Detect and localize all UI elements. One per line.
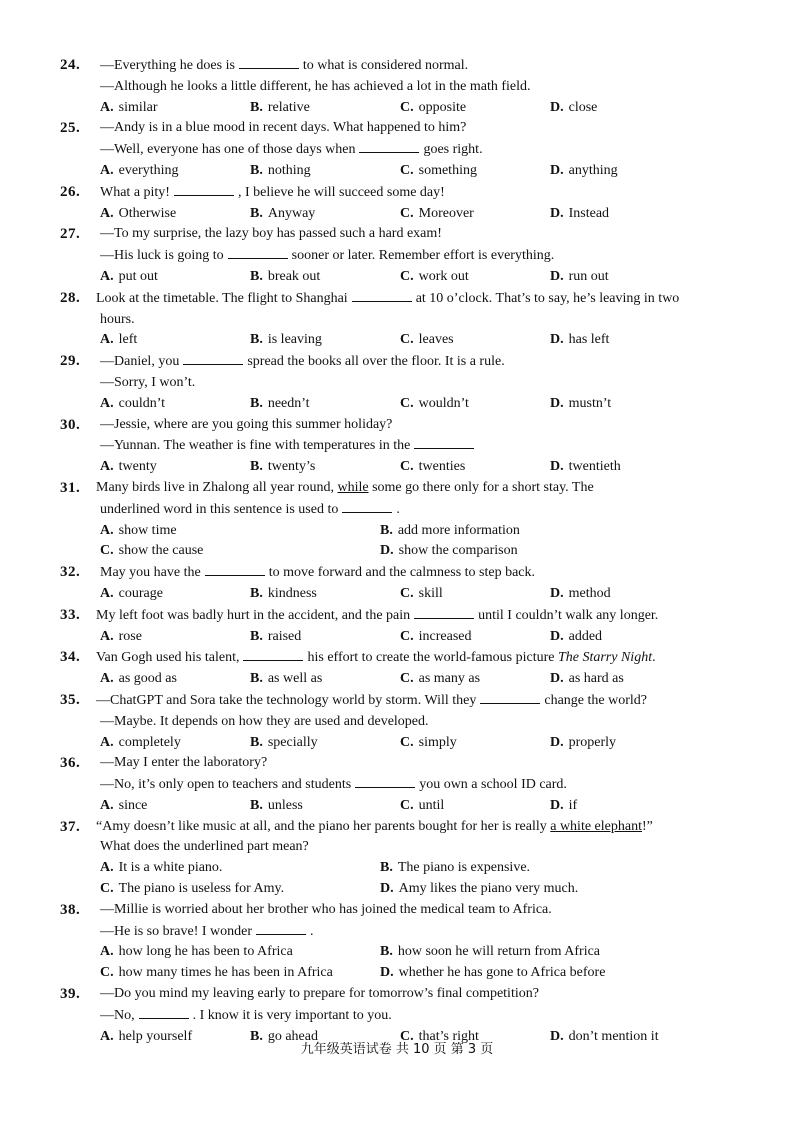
option-b: B. kindness	[250, 585, 317, 601]
question-24	[0, 55, 794, 118]
option-a: A. It is a white piano.	[100, 860, 223, 876]
question-line: May you have the to move forward and the calmness to step back.	[96, 562, 754, 584]
question-line: —ChatGPT and Sora take the technology world by storm. Will they change the world?	[96, 690, 754, 712]
option-d: D. properly	[550, 734, 617, 750]
answer-blank	[205, 562, 265, 576]
option-a: A. since	[100, 797, 148, 813]
answer-blank	[139, 1005, 189, 1019]
answer-blank	[228, 245, 288, 259]
option-c: C. The piano is useless for Amy.	[100, 881, 285, 897]
option-b: B. go ahead	[250, 1028, 318, 1044]
option-b: B. how soon he will return from Africa	[380, 944, 601, 960]
question-38	[0, 900, 794, 984]
option-d: D. don’t mention it	[550, 1028, 659, 1044]
question-line: —Daniel, you spread the books all over the floor. It is a rule.	[96, 351, 754, 373]
option-b: B. specially	[250, 734, 318, 750]
artwork-title: The Starry Night	[557, 650, 653, 666]
options-row	[96, 204, 754, 225]
question-34	[0, 647, 794, 690]
option-b: B. break out	[250, 268, 321, 284]
option-d: D. has left	[550, 332, 610, 348]
option-b: B. needn’t	[250, 395, 310, 411]
option-d: D. Amy likes the piano very much.	[380, 881, 579, 897]
question-39	[0, 984, 794, 1047]
option-a: A. courage	[100, 585, 163, 601]
question-number: 38.	[60, 901, 81, 918]
option-d: D. if	[550, 797, 578, 813]
option-c: C. skill	[400, 585, 443, 601]
question-number: 35.	[60, 691, 81, 708]
question-line: —He is so brave! I wonder .	[96, 921, 754, 943]
question-number: 31.	[60, 479, 81, 496]
option-b: B. is leaving	[250, 332, 322, 348]
option-d: D. method	[550, 585, 611, 601]
question-line: —Yunnan. The weather is fine with temperatures in the	[96, 435, 754, 457]
question-number: 36.	[60, 755, 81, 772]
option-d: D. mustn’t	[550, 395, 612, 411]
option-d: D. Instead	[550, 205, 610, 221]
question-number: 33.	[60, 606, 81, 623]
question-number: 27.	[60, 226, 81, 243]
underlined-phrase: a white elephant	[550, 818, 642, 834]
question-line: —Although he looks a little different, he has achieved a lot in the math field.	[100, 78, 531, 94]
question-26	[0, 182, 794, 225]
answer-blank	[414, 435, 474, 449]
options-row	[96, 521, 754, 542]
option-c: C. simply	[400, 734, 457, 750]
option-a: A. show time	[100, 522, 177, 538]
question-line: —Sorry, I won’t.	[100, 374, 196, 390]
option-a: A. similar	[100, 99, 158, 115]
question-line: —Maybe. It depends on how they are used and developed.	[100, 713, 429, 729]
option-d: D. added	[550, 628, 603, 644]
question-number: 25.	[60, 120, 81, 137]
option-c: C. wouldn’t	[400, 395, 469, 411]
question-line: Many birds live in Zhalong all year round, while some go there only for a short stay. The	[96, 479, 594, 495]
option-a: A. rose	[100, 628, 142, 644]
question-number: 24.	[60, 57, 81, 73]
question-line: —Andy is in a blue mood in recent days. What happened to him?	[100, 120, 467, 136]
question-25	[0, 118, 794, 181]
option-b: B. nothing	[250, 162, 311, 178]
answer-blank	[414, 605, 474, 619]
question-29	[0, 351, 794, 414]
options-row	[96, 541, 754, 562]
option-c: C. as many as	[400, 671, 481, 687]
option-a: A. Otherwise	[100, 205, 177, 221]
answer-blank	[174, 182, 234, 196]
answer-blank	[342, 499, 392, 513]
option-d: D. show the comparison	[380, 543, 518, 559]
option-b: B. twenty’s	[250, 459, 316, 475]
options-row	[96, 669, 754, 690]
question-number: 26.	[60, 183, 81, 200]
answer-blank	[355, 774, 415, 788]
question-number: 29.	[60, 353, 81, 370]
question-line: —May I enter the laboratory?	[100, 755, 268, 771]
option-a: A. completely	[100, 734, 181, 750]
option-d: D. run out	[550, 268, 609, 284]
question-line: —To my surprise, the lazy boy has passed such a hard exam!	[100, 226, 442, 242]
option-a: A. help yourself	[100, 1028, 193, 1044]
option-c: C. until	[400, 797, 445, 813]
question-number: 32.	[60, 564, 81, 581]
question-line: —His luck is going to sooner or later. Remember effort is everything.	[96, 245, 754, 267]
option-b: B. raised	[250, 628, 302, 644]
options-row	[96, 267, 754, 288]
option-a: A. left	[100, 332, 138, 348]
question-line: What a pity! , I believe he will succeed some day!	[96, 182, 754, 204]
question-line: —Jessie, where are you going this summer holiday?	[100, 416, 393, 432]
question-32	[0, 562, 794, 605]
question-line: What does the underlined part mean?	[100, 839, 309, 855]
question-28	[0, 288, 794, 351]
question-number: 34.	[60, 649, 81, 666]
answer-blank	[256, 921, 306, 935]
option-c: C. increased	[400, 628, 472, 644]
options-row	[96, 963, 754, 984]
options-row	[96, 457, 754, 478]
underlined-word: while	[337, 479, 369, 495]
question-27	[0, 224, 794, 287]
options-row	[96, 942, 754, 963]
option-c: C. that’s right	[400, 1028, 479, 1044]
question-line: —Everything he does is to what is considered normal.	[96, 55, 754, 77]
option-c: C. Moreover	[400, 205, 474, 221]
option-c: C. opposite	[400, 99, 467, 115]
question-line: —No, it’s only open to teachers and students you own a school ID card.	[96, 774, 754, 796]
answer-blank	[359, 139, 419, 153]
options-row	[96, 733, 754, 754]
option-c: C. how many times he has been in Africa	[100, 965, 333, 981]
question-line: —No, . I know it is very important to you.	[96, 1005, 754, 1027]
option-b: B. as well as	[250, 671, 323, 687]
question-line: —Millie is worried about her brother who has joined the medical team to Africa.	[100, 901, 552, 917]
question-37	[0, 817, 794, 900]
options-row	[96, 161, 754, 182]
option-d: D. twentieth	[550, 459, 621, 475]
question-line: Look at the timetable. The flight to Shanghai at 10 o’clock. That’s to say, he’s leaving in two	[96, 288, 754, 310]
option-c: C. work out	[400, 268, 469, 284]
option-b: B. relative	[250, 99, 310, 115]
answer-blank	[183, 351, 243, 365]
options-row	[96, 627, 754, 648]
question-number: 30.	[60, 416, 81, 433]
question-31	[0, 478, 794, 562]
question-line: underlined word in this sentence is used to .	[96, 499, 754, 521]
question-line: hours.	[100, 311, 135, 327]
question-33	[0, 605, 794, 648]
option-d: D. anything	[550, 162, 618, 178]
question-number: 37.	[60, 818, 81, 835]
options-row	[96, 330, 754, 351]
answer-blank	[480, 690, 540, 704]
option-a: A. everything	[100, 162, 179, 178]
option-c: C. twenties	[400, 459, 466, 475]
answer-blank	[239, 55, 299, 69]
question-30	[0, 415, 794, 478]
option-a: A. put out	[100, 268, 158, 284]
question-line: Van Gogh used his talent, his effort to create the world-famous picture The Starry Night.	[96, 647, 754, 669]
options-row	[96, 584, 754, 605]
question-number: 28.	[60, 289, 81, 306]
option-a: A. how long he has been to Africa	[100, 944, 293, 960]
question-number: 39.	[60, 986, 81, 1003]
option-b: B. The piano is expensive.	[380, 860, 531, 876]
option-c: C. something	[400, 162, 477, 178]
option-d: D. whether he has gone to Africa before	[380, 965, 606, 981]
page-footer: 九年级英语试卷 共 10 页 第 3 页	[300, 1042, 494, 1057]
option-b: B. unless	[250, 797, 303, 813]
question-36	[0, 753, 794, 816]
options-row	[96, 394, 754, 415]
question-35	[0, 690, 794, 753]
option-b: B. add more information	[380, 522, 520, 538]
option-c: C. leaves	[400, 332, 454, 348]
option-b: B. Anyway	[250, 205, 316, 221]
option-a: A. twenty	[100, 459, 157, 475]
question-line: —Well, everyone has one of those days when goes right.	[96, 139, 754, 161]
option-a: A. as good as	[100, 671, 177, 687]
options-row	[96, 858, 754, 879]
question-line: —Do you mind my leaving early to prepare for tomorrow’s final competition?	[100, 986, 539, 1002]
option-d: D. close	[550, 99, 598, 115]
options-row	[96, 879, 754, 900]
option-d: D. as hard as	[550, 671, 624, 687]
answer-blank	[352, 288, 412, 302]
option-c: C. show the cause	[100, 543, 204, 559]
options-row	[96, 98, 754, 119]
answer-blank	[243, 647, 303, 661]
question-line: “Amy doesn’t like music at all, and the piano her parents bought for her is really a white elephant!”	[96, 818, 653, 834]
question-line: My left foot was badly hurt in the accident, and the pain until I couldn’t walk any longer.	[96, 605, 754, 627]
option-a: A. couldn’t	[100, 395, 166, 411]
options-row	[96, 796, 754, 817]
